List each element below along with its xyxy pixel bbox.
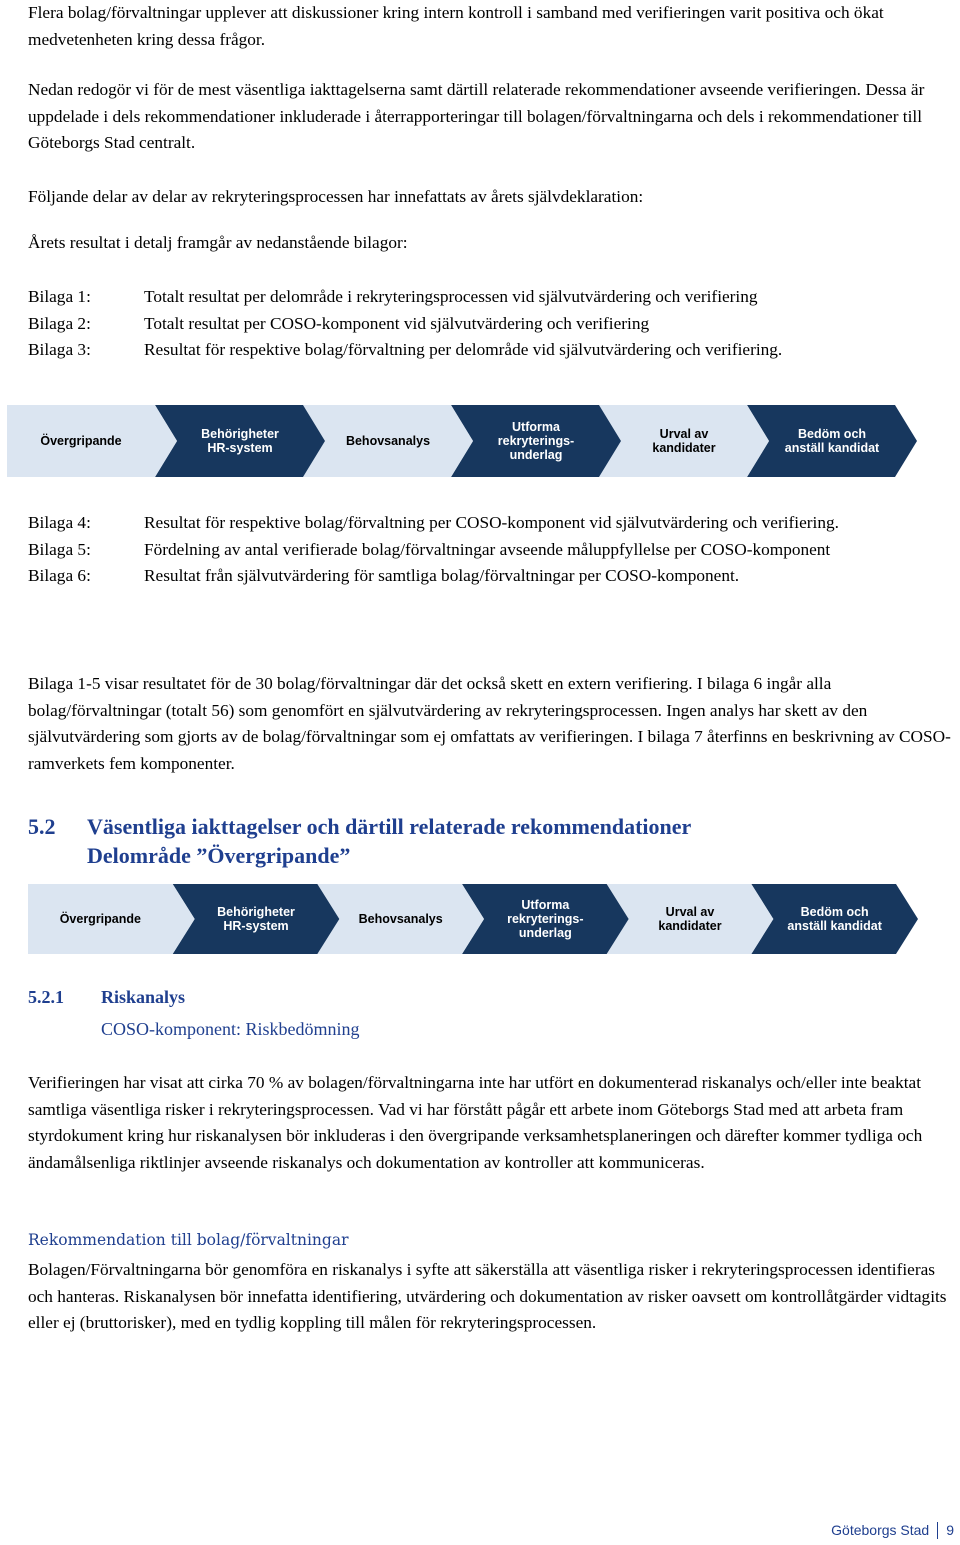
process-step-label-line: Behörigheter [217,905,295,919]
process-step-label-line: Övergripande [59,912,141,926]
paragraph-scope: Följande delar av delar av rekryteringsprocessen har innefattats av årets självdeklaration: [28,187,644,206]
paragraph-intro: Flera bolag/förvaltningar upplever att diskussioner kring intern kontroll i samband med verifieringen varit positiva och ökat medvetenheten kring dessa frågor. [28,3,884,49]
process-step-label-line: Behovsanalys [358,912,443,926]
section-subtitle: Delområde ”Övergripande” [87,843,351,868]
page-number: 9 [946,1522,954,1538]
appendix-text: Totalt resultat per delområde i rekryteringsprocessen vid självutvärdering och verifiering [144,287,758,306]
appendix-item [28,563,948,590]
process-step-label-line: Övergripande [40,434,122,448]
subsection-title: Riskanalys [101,987,186,1007]
appendix-text: Totalt resultat per COSO-komponent vid självutvärdering och verifiering [144,313,650,333]
appendix-label: Bilaga 5: [28,539,91,559]
appendix-item [28,311,948,338]
process-step-behovsanalys-label [346,434,430,448]
process-step-label-line: underlag [518,926,572,940]
process-step-behorigheter-label [201,427,279,455]
process-step-overgripande-label [40,433,121,448]
paragraph-recommendation: Bolagen/Förvaltningarna bör genomföra en riskanalys i syfte att säkerställa att väsentliga risker i rekryteringsprocessen identifieras och hanteras. Riskanalysen bör innefatta identifiering, utvärdering och dokumentation av risker oavsett om kontrollåtgärder vidtagits eller ej (bruttorisker), med en tydlig koppling till målen för rekryteringsprocessen. [28,1260,947,1333]
appendix-label: Bilaga 6: [28,566,91,586]
appendix-label: Bilaga 3: [28,340,91,360]
page-footer [831,1521,954,1539]
process-step-bedom-label [787,905,882,933]
appendix-item [28,284,948,311]
process-step-behovsanalys-label [359,912,443,926]
paragraph-appendix-notes: Bilaga 1-5 visar resultatet för de 30 bolag/förvaltningar där det också skett en extern verifiering. I bilaga 6 ingår alla bolag/förvaltningar (totalt 56) som genomfört en självutvärdering av rekryteringsprocessen. Ingen analys har skett av den självutvärdering som gjorts av de bolag/förvaltningar som ej omfattats av verifieringen. I bilaga 7 återfinns en beskrivning av COSO-ramverkets fem komponenter. [28,674,951,773]
process-step-label-line: Urval av [659,427,709,441]
section-title: Väsentliga iakttagelser och därtill relaterade rekommendationer [87,814,692,839]
appendix-text: Resultat för respektive bolag/förvaltning per delområde vid självutvärdering och verifiering. [144,340,783,360]
process-chevrons-svg [7,405,917,477]
subsection-number: 5.2.1 [28,987,64,1007]
footer-org: Göteborgs Stad [831,1522,930,1538]
process-step-label-line: anställ kandidat [784,441,880,455]
appendix-label: Bilaga 4: [28,513,91,532]
process-step-label-line: anställ kandidat [787,919,882,933]
process-step-label-line: underlag [509,448,563,462]
appendix-label: Bilaga 1: [28,287,91,306]
process-step-overgripande-label [60,911,141,926]
appendix-label: Bilaga 2: [28,313,91,333]
process-step-label-line: Bedöm och [797,427,867,441]
coso-component-label: COSO-komponent: Riskbedömning [101,1019,360,1039]
process-step-label-line: kandidater [652,441,716,455]
process-step-urval-label [658,905,721,933]
process-step-behorigheter-label [217,905,295,933]
appendix-item [28,510,948,537]
process-step-label-line: Urval av [665,905,715,919]
appendix-text: Resultat från självutvärdering för samtliga bolag/förvaltningar per COSO-komponent. [144,566,740,586]
appendix-list-1 [28,284,948,364]
appendix-item [28,537,948,564]
section-heading [28,812,691,870]
paragraph-finding: Verifieringen har visat att cirka 70 % av bolagen/förvaltningarna inte har utfört en dokumenterad riskanalys och/eller inte beaktat samtliga väsentliga risker i rekryteringsprocessen. Vad vi har förstått pågår ett arbete inom Göteborgs Stad med att arbeta fram styrdokument kring hur riskanalysen bör inkluderas i den övergripande verksamhetsplaneringen och därefter kommer tydliga och ändamålsenliga riktlinjer avseende riskanalys och dokumentation av kontroller att kommuniceras. [28,1073,923,1172]
process-chevrons-svg [28,884,918,954]
process-step-label-line: HR-system [207,441,273,455]
section-number: 5.2 [28,814,56,839]
appendix-text: Fördelning av antal verifierade bolag/förvaltningar avseende måluppfyllelse per COSO-komponent [144,539,831,559]
appendix-text: Resultat för respektive bolag/förvaltning per COSO-komponent vid självutvärdering och verifiering. [144,513,839,532]
process-step-label-line: Behörigheter [201,427,279,441]
process-step-label-line: Utforma [521,898,570,912]
appendix-list-2 [28,510,948,590]
process-step-label-line: kandidater [658,919,722,933]
subsection-heading [28,984,185,1010]
recommendation-heading: Rekommendation till bolag/förvaltningar [28,1231,349,1249]
process-diagram-2 [28,884,918,954]
paragraph-appendices-intro: Årets resultat i detalj framgår av nedanstående bilagor: [28,233,408,252]
process-diagram-1 [7,405,917,477]
process-step-label-line: Utforma [512,420,560,434]
process-step-urval-label [652,427,715,455]
process-step-bedom-label [785,427,880,455]
appendix-item [28,337,948,364]
process-step-label-line: Bedöm och [800,905,869,919]
paragraph-observations: Nedan redogör vi för de mest väsentliga iakttagelserna samt därtill relaterade rekommendationer avseende verifieringen. Dessa är uppdelade i dels rekommendationer inkluderade i återrapporteringar till bolagen/förvaltningarna och dels i rekommendationer till Göteborgs Stad centralt. [28,80,925,153]
process-step-label-line: Behovsanalys [345,434,431,448]
process-step-label-line: rekryterings- [497,434,575,448]
process-step-label-line: HR-system [223,919,289,933]
footer-divider [937,1522,938,1539]
process-step-label-line: rekryterings- [507,912,584,926]
